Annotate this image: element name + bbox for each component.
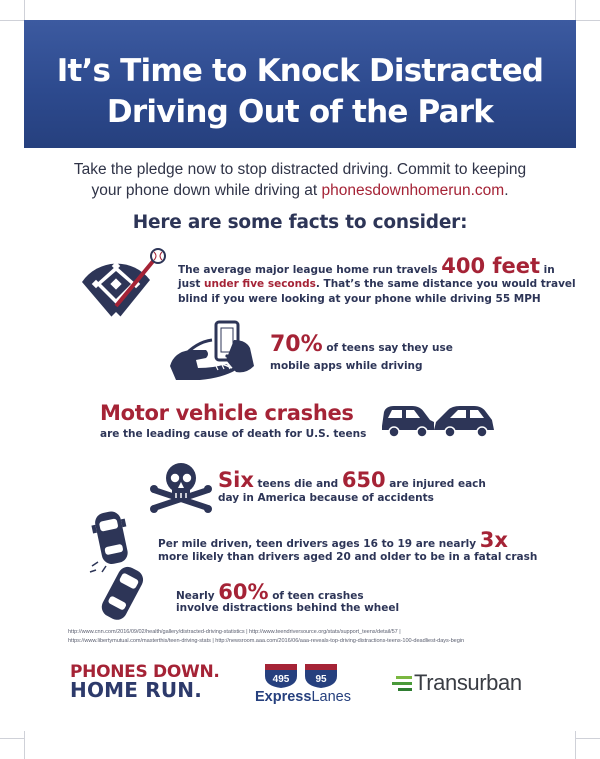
fact4-big2: 650: [341, 468, 386, 492]
fact1-line3: blind if you were looking at your phone while driving 55 MPH: [178, 293, 541, 305]
transurban-mark-icon: [392, 672, 414, 694]
fact4-after: are injured each: [385, 478, 486, 490]
fact3-line2: are the leading cause of death for U.S. teens: [100, 428, 367, 440]
logo-line1: PHONES DOWN.: [70, 662, 220, 682]
fact2-line2: mobile apps while driving: [270, 360, 423, 372]
crop-mark: [24, 731, 25, 759]
fact5-big: 3x: [479, 528, 508, 552]
fact4-line2: day in America because of accidents: [218, 492, 434, 504]
baseball-diamond-icon: [74, 246, 170, 328]
fact5-lead: Per mile driven, teen drivers ages 16 to 19 are nearly: [158, 538, 480, 550]
car-crash-icon: [378, 396, 498, 442]
intro-period: .: [504, 182, 509, 199]
banner-title-line1: It’s Time to Knock Distracted: [56, 53, 544, 89]
facts-heading: Here are some facts to consider:: [132, 212, 468, 233]
fact4-line1: [218, 468, 486, 492]
fact2-after: of teens say they use: [322, 342, 453, 354]
fact2-big: 70%: [270, 332, 323, 357]
fact6-big: 60%: [218, 580, 269, 604]
fact4-big1: Six: [218, 468, 254, 492]
intro-text: your phone down while driving at: [91, 182, 322, 199]
pledge-link[interactable]: phonesdownhomerun.com: [321, 182, 505, 199]
intro-line2: [40, 182, 560, 200]
title-banner: [24, 20, 576, 148]
express-lanes-wordmark: [255, 689, 351, 705]
car-collision-icon: [88, 506, 150, 626]
fact5-line1: [158, 528, 508, 552]
fact1-line2: [178, 278, 576, 290]
fact6-after: of teen crashes: [268, 590, 364, 602]
phones-down-home-run-logo: [70, 662, 220, 702]
source-line1: http://www.cnn.com/2016/09/02/health/gallery/distracted-driving-statistics | http://www.teendriversource.org/stats/support_teens/detail/57 |: [68, 629, 401, 635]
transurban-wordmark: Transurban: [414, 670, 522, 695]
crop-mark: [0, 20, 24, 21]
crop-mark: [576, 20, 600, 21]
banner-title-line2: Driving Out of the Park: [106, 94, 494, 130]
intro-line1: Take the pledge now to stop distracted driving. Commit to keeping: [73, 161, 527, 178]
skull-crossbones-icon: [150, 460, 212, 514]
fact3-big: Motor vehicle crashes: [100, 401, 354, 425]
fact5-line2: more likely than drivers aged 20 and older to be in a fatal crash: [158, 551, 538, 563]
fact1-line1: [178, 254, 555, 278]
express-light: Lanes: [311, 689, 351, 705]
crop-mark: [576, 738, 600, 739]
fact1-big: 400 feet: [441, 254, 541, 278]
fact2-line1: [270, 332, 453, 357]
phone-in-hands-icon: [166, 318, 258, 384]
express-bold: Express: [255, 689, 312, 705]
highway-shields-icon: [261, 660, 341, 690]
fact1-line2-a: just: [178, 278, 204, 290]
fact1-line2-red: under five seconds: [204, 278, 316, 290]
logo-line2: HOME RUN.: [70, 678, 203, 702]
shield-495: 495: [272, 674, 290, 685]
fact6-lead: Nearly: [176, 590, 219, 602]
crop-mark: [575, 731, 576, 759]
fact1-line2-b: . That’s the same distance you would travel: [315, 278, 576, 290]
fact1-after: in: [540, 264, 555, 276]
source-line2: https://www.libertymutual.com/masterthis/teen-driving-stats | http://newsroom.aaa.com/2016/06/aaa-reveals-top-driving-distractions-teens-100-deadliest-days-begin: [68, 638, 465, 644]
shield-95: 95: [315, 674, 327, 685]
fact4-mid: teens die and: [253, 478, 342, 490]
fact6-line1: [176, 580, 364, 604]
crop-mark: [0, 738, 24, 739]
fact1-lead: The average major league home run travels: [178, 264, 442, 276]
fact6-line2: involve distractions behind the wheel: [176, 602, 400, 614]
